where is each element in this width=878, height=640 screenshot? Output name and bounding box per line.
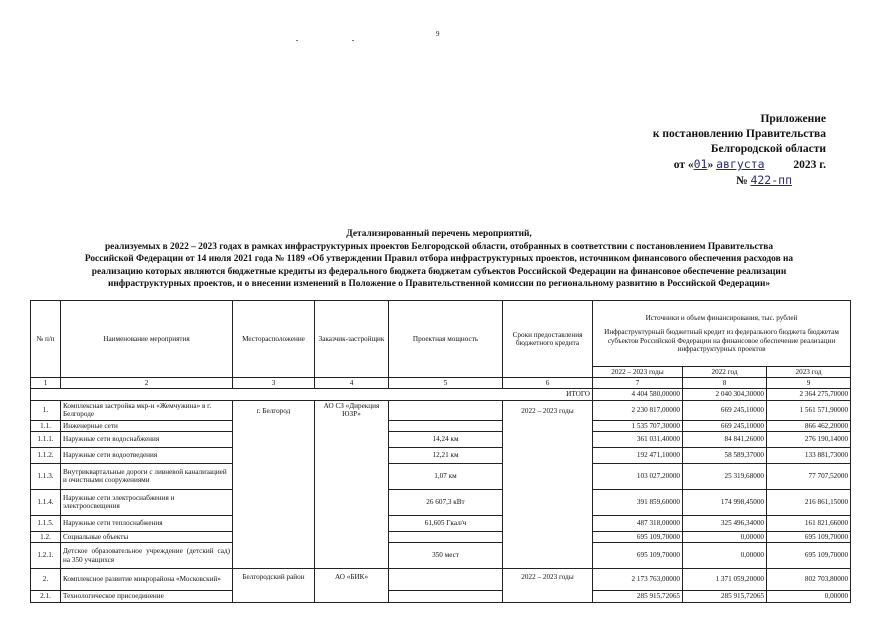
row-2023: 866 462,20000 bbox=[767, 420, 851, 431]
col-number: 7 bbox=[593, 378, 683, 389]
row-2022: 84 841,26000 bbox=[683, 431, 767, 447]
table-row bbox=[31, 400, 851, 420]
header-year-2022: 2022 год bbox=[683, 367, 767, 378]
table-row bbox=[31, 515, 851, 531]
table-row bbox=[31, 463, 851, 489]
row-2023: 276 190,14000 bbox=[767, 431, 851, 447]
financing-table bbox=[30, 300, 851, 603]
row-terms: 2022 – 2023 годы bbox=[503, 400, 593, 568]
row-2022: 174 998,45000 bbox=[683, 489, 767, 515]
row-2022: 25 319,68000 bbox=[683, 463, 767, 489]
row-capacity: 1,07 км bbox=[389, 463, 503, 489]
row-2023: 695 109,70000 bbox=[767, 531, 851, 542]
date-day: 01 bbox=[693, 157, 708, 171]
row-2022: 58 589,37000 bbox=[683, 447, 767, 463]
row-capacity bbox=[389, 400, 503, 420]
number-prefix: № bbox=[736, 175, 751, 187]
row-name: Комплексное развитие микрорайона «Московский» bbox=[61, 569, 233, 591]
header-terms: Сроки предоставления бюджетного кредита bbox=[503, 301, 593, 378]
header-year-2023: 2023 год bbox=[767, 367, 851, 378]
title-line-3: Российской Федерации от 14 июля 2021 года № 1189 «Об утверждении Правил отбора инфраструктурных проектов, источником финансового обеспечения расходов на bbox=[84, 254, 794, 265]
header-financing-block bbox=[593, 301, 851, 367]
date-prefix: от « bbox=[673, 159, 694, 171]
total-row bbox=[31, 389, 851, 400]
header-credit: Инфраструктурный бюджетный кредит из федерального бюджета бюджетам субъектов Российской Федерации на финансовое обеспечение реализации инфраструктурных проектов bbox=[604, 328, 839, 353]
row-capacity bbox=[389, 569, 503, 591]
row-2023: 802 703,80000 bbox=[767, 569, 851, 591]
row-2023: 1 561 571,90000 bbox=[767, 400, 851, 420]
row-2023: 695 109,70000 bbox=[767, 543, 851, 569]
row-customer: АО «БИК» bbox=[315, 569, 389, 603]
date-mid: » bbox=[707, 159, 717, 171]
total-sum: 4 404 580,00000 bbox=[593, 389, 683, 400]
row-2022: 0,00000 bbox=[683, 543, 767, 569]
header-name: Наименование мероприятия bbox=[61, 301, 233, 378]
row-capacity bbox=[389, 591, 503, 603]
appendix-line-1: Приложение bbox=[760, 113, 826, 125]
row-total: 695 109,70000 bbox=[593, 543, 683, 569]
col-number: 5 bbox=[389, 378, 503, 389]
page-number: 9 bbox=[436, 30, 440, 38]
table-row bbox=[31, 531, 851, 542]
row-terms: 2022 – 2023 годы bbox=[503, 569, 593, 603]
row-num: 1.1.3. bbox=[31, 463, 61, 489]
table-row bbox=[31, 543, 851, 569]
appendix-number bbox=[578, 173, 826, 189]
date-month: августа bbox=[716, 157, 765, 171]
row-total: 487 318,00000 bbox=[593, 515, 683, 531]
title-line-1: Детализированный перечень мероприятий, bbox=[346, 229, 532, 239]
row-2022: 285 915,72065 bbox=[683, 591, 767, 603]
col-number: 6 bbox=[503, 378, 593, 389]
row-num: 1.1.1. bbox=[31, 431, 61, 447]
col-number: 3 bbox=[233, 378, 315, 389]
col-number: 1 bbox=[31, 378, 61, 389]
row-2022: 325 496,34000 bbox=[683, 515, 767, 531]
col-number: 9 bbox=[767, 378, 851, 389]
row-total: 391 859,60000 bbox=[593, 489, 683, 515]
row-2022: 669 245,10000 bbox=[683, 400, 767, 420]
header-capacity: Проектная мощность bbox=[389, 301, 503, 378]
row-name: Наружные сети водоотведения bbox=[61, 447, 233, 463]
row-capacity bbox=[389, 531, 503, 542]
row-capacity bbox=[389, 420, 503, 431]
col-number: 4 bbox=[315, 378, 389, 389]
row-num: 1. bbox=[31, 400, 61, 420]
row-capacity: 14,24 км bbox=[389, 431, 503, 447]
header-location: Месторасположение bbox=[233, 301, 315, 378]
row-num: 1.2.1. bbox=[31, 543, 61, 569]
row-2023: 161 821,66000 bbox=[767, 515, 851, 531]
appendix-block bbox=[578, 112, 878, 189]
row-2022: 669 245,10000 bbox=[683, 420, 767, 431]
row-capacity: 12,21 км bbox=[389, 447, 503, 463]
appendix-date bbox=[578, 157, 826, 173]
row-num: 1.1.2. bbox=[31, 447, 61, 463]
title-line-5: инфраструктурных проектов, и о внесении изменений в Положение о Правительственной комиссии по региональному развитию в Российской Федерации» bbox=[107, 279, 771, 290]
scan-speck bbox=[296, 40, 298, 41]
row-name: Технологическое присоединение bbox=[61, 591, 233, 603]
row-total: 192 471,10000 bbox=[593, 447, 683, 463]
row-num: 1.2. bbox=[31, 531, 61, 542]
header-financing: Источники и объем финансирования, тыс. рублей bbox=[645, 314, 798, 323]
title-line-2: реализуемых в 2022 – 2023 годах в рамках инфраструктурных проектов Белгородской области, отобранных в соответствии с постановлением Правительства bbox=[104, 241, 774, 252]
row-name: Детское образовательное учреждение (детский сад) на 350 учащихся bbox=[61, 543, 233, 569]
row-name: Инженерные сети bbox=[61, 420, 233, 431]
total-2023: 2 364 275,70000 bbox=[767, 389, 851, 400]
header-customer: Заказчик-застройщик bbox=[315, 301, 389, 378]
table-row bbox=[31, 489, 851, 515]
header-num: № п/п bbox=[31, 301, 61, 378]
table-row bbox=[31, 431, 851, 447]
total-label: ИТОГО bbox=[31, 389, 593, 400]
row-total: 103 027,20000 bbox=[593, 463, 683, 489]
row-total: 2 230 817,00000 bbox=[593, 400, 683, 420]
table-row bbox=[31, 569, 851, 591]
col-number: 8 bbox=[683, 378, 767, 389]
row-2023: 133 881,73000 bbox=[767, 447, 851, 463]
row-num: 2.1. bbox=[31, 591, 61, 603]
column-number-row bbox=[31, 378, 851, 389]
row-num: 2. bbox=[31, 569, 61, 591]
appendix-line-2: к постановлению Правительства bbox=[652, 128, 826, 140]
row-num: 1.1. bbox=[31, 420, 61, 431]
row-name: Наружные сети водоснабжения bbox=[61, 431, 233, 447]
table-row bbox=[31, 447, 851, 463]
row-2022: 1 371 059,20000 bbox=[683, 569, 767, 591]
row-location: г. Белгород bbox=[233, 400, 315, 568]
row-name: Социальные объекты bbox=[61, 531, 233, 542]
col-number: 2 bbox=[61, 378, 233, 389]
total-2022: 2 040 304,30000 bbox=[683, 389, 767, 400]
row-total: 1 535 707,30000 bbox=[593, 420, 683, 431]
row-2022: 0,00000 bbox=[683, 531, 767, 542]
row-capacity: 61,605 Гкал/ч bbox=[389, 515, 503, 531]
row-capacity: 350 мест bbox=[389, 543, 503, 569]
row-name: Наружные сети теплоснабжения bbox=[61, 515, 233, 531]
table-row bbox=[31, 591, 851, 603]
row-num: 1.1.5. bbox=[31, 515, 61, 531]
row-total: 285 915,72065 bbox=[593, 591, 683, 603]
table-row bbox=[31, 420, 851, 431]
date-year: 2023 г. bbox=[793, 159, 826, 171]
row-name: Комплексная застройка мкр-н «Жемчужина» в г. Белгороде bbox=[61, 400, 233, 420]
document-title bbox=[30, 228, 848, 291]
appendix-line-3: Белгородской области bbox=[710, 143, 826, 155]
header-years-total: 2022 – 2023 годы bbox=[593, 367, 683, 378]
row-total: 2 173 763,00000 bbox=[593, 569, 683, 591]
title-line-4: реализацию которых являются бюджетные кредиты из федерального бюджета бюджетам субъектов Российской Федерации на финансовое обеспечение реализации bbox=[91, 266, 787, 277]
row-location: Белгородский район bbox=[233, 569, 315, 603]
row-total: 695 109,70000 bbox=[593, 531, 683, 542]
row-2023: 77 707,52000 bbox=[767, 463, 851, 489]
row-name: Внутриквартальные дороги с ливневой канализацией и очистными сооружениями bbox=[61, 463, 233, 489]
row-num: 1.1.4. bbox=[31, 489, 61, 515]
row-total: 361 031,40000 bbox=[593, 431, 683, 447]
row-2023: 216 861,15000 bbox=[767, 489, 851, 515]
row-name: Наружные сети электроснабжения и электроосвещения bbox=[61, 489, 233, 515]
row-customer: АО СЗ «Дирекция ЮЗР» bbox=[315, 400, 389, 568]
scan-speck bbox=[352, 40, 354, 41]
row-2023: 0,00000 bbox=[767, 591, 851, 603]
number-value: 422-пп bbox=[750, 173, 792, 187]
row-capacity: 26 607,3 кВт bbox=[389, 489, 503, 515]
